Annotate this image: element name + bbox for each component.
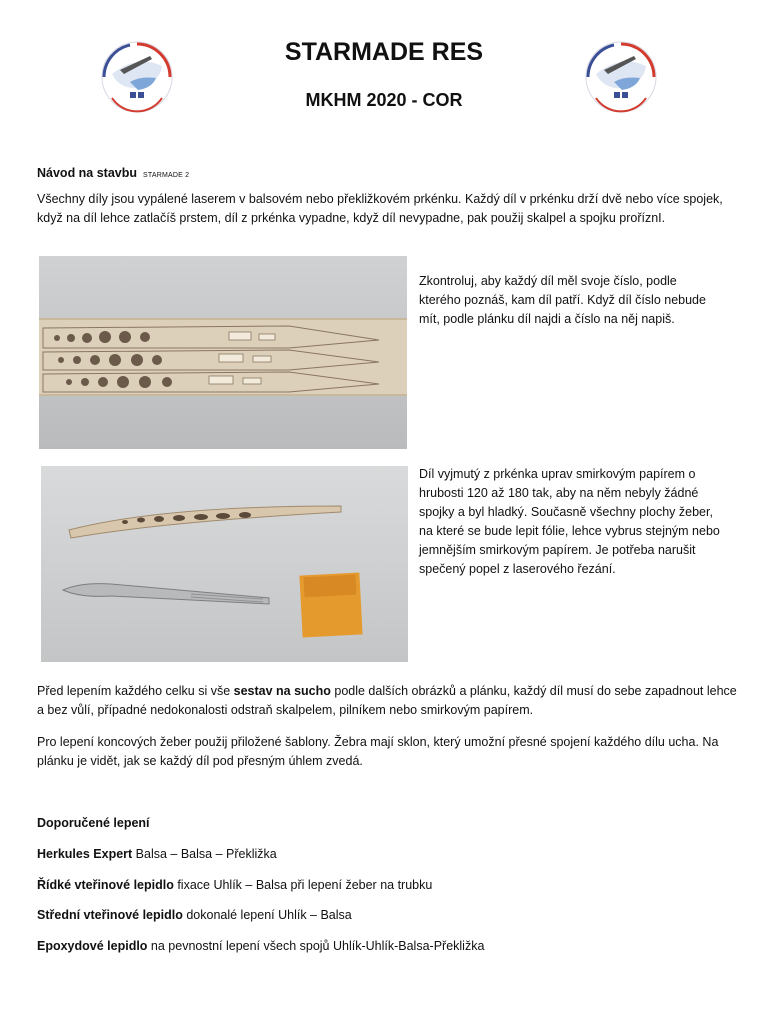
glue-item-name: Epoxydové lepidlo	[37, 939, 148, 953]
dry-assembly-after: podle dalších obrázků a plánku, každý díl musí do sebe zapadnout lehce a bez vůlí, případné nedokonalosti odstraň skalpelem, pilníkem nebo smirkovým papírem.	[37, 684, 737, 717]
photo-laser-cut-sheet	[39, 256, 407, 449]
glue-item	[37, 876, 432, 895]
document-title: STARMADE RES	[284, 38, 484, 66]
recommended-glue-heading: Doporučené lepení	[37, 816, 150, 830]
glue-item	[37, 937, 484, 956]
photo-rib-scalpel-sandpaper	[41, 466, 408, 662]
glue-item-desc: fixace Uhlík – Balsa při lepení žeber na trubku	[173, 878, 433, 892]
dry-assembly-paragraph	[37, 682, 737, 720]
document-subtitle: MKHM 2020 - COR	[305, 90, 463, 110]
glue-item	[37, 906, 352, 925]
glue-item-desc: dokonalé lepení Uhlík – Balsa	[182, 908, 352, 922]
instructions-heading-text: Návod na stavbu	[37, 166, 138, 180]
step-check-numbers-text: Zkontroluj, aby každý díl měl svoje číslo, podle kterého poznáš, kam díl patří. Když díl číslo nebude mít, podle plánku díl najdi a číslo na něj napiš.	[419, 274, 706, 326]
end-ribs-paragraph: Pro lepení koncových žeber použij přiložené šablony. Žebra mají sklon, který umožní přesné spojení každého dílu ucha. Na plánku je vidět, jak se každý díl pod přesným úhlem zvedá.	[37, 735, 719, 768]
glue-item-name: Střední vteřinové lepidlo	[37, 908, 183, 922]
step-sanding-text: Díl vyjmutý z prkénka uprav smirkovým papírem o hrubosti 120 až 180 tak, aby na něm nebyly žádné spojky a byl hladký. Současně všechny plochy žeber, na které se bude lepit fólie, lehce vybrus stejným nebo jemnějším smirkovým papírem. Je potřeba narušit spečený popel z laserového řezání.	[419, 467, 720, 576]
dry-assembly-bold: sestav na sucho	[233, 684, 331, 698]
glue-item-name: Řídké vteřinové lepidlo	[37, 878, 174, 892]
instructions-heading	[37, 164, 189, 185]
glue-item-name: Herkules Expert	[37, 847, 133, 861]
glue-item-desc: Balsa – Balsa – Překližka	[132, 847, 277, 861]
intro-paragraph: Všechny díly jsou vypálené laserem v balsovém nebo překližkovém prkénku. Každý díl v prkénku drží dvě nebo více spojek, když na díl lehce zatlačíš prstem, díl z prkénka vypadne, když díl nevypadne, pak použij skalpel a spojku proříznI.	[37, 192, 723, 225]
glue-item	[37, 845, 277, 864]
dry-assembly-before: Před lepením každého celku si vše	[37, 684, 234, 698]
glue-item-desc: na pevnostní lepení všech spojů Uhlík-Uhlík-Balsa-Překližka	[147, 939, 485, 953]
model-name-small: STARMADE 2	[143, 172, 190, 179]
